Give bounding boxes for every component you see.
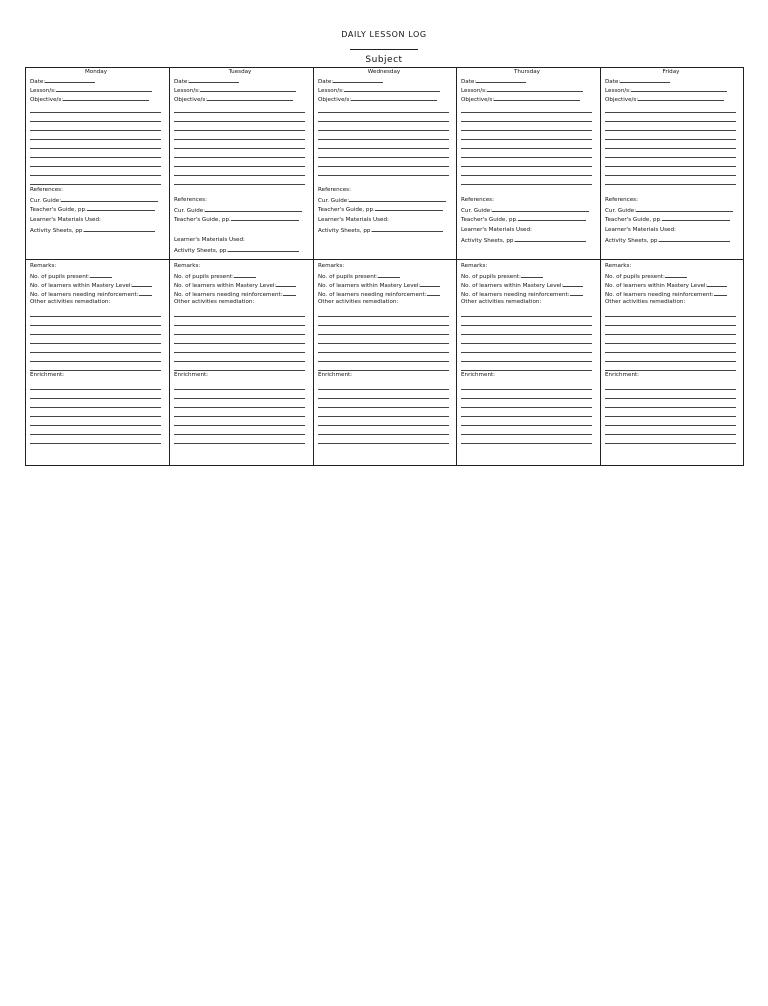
remediation-label [461,298,541,307]
writing-rule [461,184,592,185]
writing-rule [318,443,449,444]
mastery-level-field-label: No. of learners within Mastery Level: [174,283,277,289]
day-column [314,68,454,465]
mastery-level-field-label: No. of learners within Mastery Level: [318,283,421,289]
writing-rule [605,443,736,444]
references-label-label: References: [30,187,63,193]
writing-rule [461,175,592,176]
writing-rule [605,130,736,131]
teachers-guide-field-label: Teacher's Guide, pp. [30,207,87,213]
activity-sheets-field [30,225,155,236]
writing-rule [605,112,736,113]
day-column [601,68,741,465]
learners-materials-label-label: Learner's Materials Used: [30,217,101,223]
objective-field-label: Objective/s: [174,97,208,103]
mastery-level-field-blank [276,280,296,287]
teachers-guide-field-blank [375,204,443,211]
activity-sheets-field [461,235,586,246]
writing-rule [174,121,305,122]
writing-rule [461,148,592,149]
pupils-present-field-label: No. of pupils present: [605,274,665,280]
remediation-label-label: Other activities remediation: [461,299,542,305]
blank-underline [350,49,418,50]
writing-rule [318,416,449,417]
pupils-present-field-label: No. of pupils present: [174,274,234,280]
writing-rule [30,139,161,140]
learners-materials-label [605,226,676,235]
activity-sheets-field-blank [372,225,443,232]
writing-rule [605,334,736,335]
writing-rule [605,407,736,408]
remarks-label [30,262,56,271]
writing-rule [318,157,449,158]
teachers-guide-field-label: Teacher's Guide, pp. [174,217,231,223]
writing-rule [174,175,305,176]
references-label [605,196,638,205]
remarks-label-label: Remarks: [605,263,632,269]
writing-rule [30,112,161,113]
remarks-label [461,262,487,271]
writing-rule [174,130,305,131]
reinforcement-field-blank [427,289,440,296]
reinforcement-field-blank [714,289,727,296]
activity-sheets-field-label: Activity Sheets, pp. [605,238,660,244]
writing-rule [318,325,449,326]
writing-rule [30,148,161,149]
writing-rule [318,343,449,344]
writing-rule [605,425,736,426]
mastery-level-field-label: No. of learners within Mastery Level: [605,283,708,289]
writing-rule [461,112,592,113]
reinforcement-field-label: No. of learners needing reinforcement: [30,292,139,298]
enrichment-label-label: Enrichment: [174,372,209,378]
references-label-label: References: [605,197,638,203]
teachers-guide-field-blank [87,204,155,211]
lesson-field-label: Lesson/s: [30,88,56,94]
references-label [174,196,207,205]
date-field-label: Date: [461,79,477,85]
writing-rule [605,343,736,344]
subject-label: Subject [365,55,403,65]
lesson-field-label: Lesson/s: [461,88,487,94]
cur-guide-field-blank [349,195,446,202]
writing-rule [30,398,161,399]
writing-rule [174,352,305,353]
writing-rule [605,398,736,399]
pupils-present-field-label: No. of pupils present: [318,274,378,280]
writing-rule [318,166,449,167]
document-title: DAILY LESSON LOG [341,30,427,39]
writing-rule [605,148,736,149]
objective-field-blank [494,94,580,101]
writing-rule [30,175,161,176]
activity-sheets-field-label: Activity Sheets, pp. [174,248,229,254]
day-column [26,68,166,465]
day-header: Monday [84,69,108,75]
writing-rule [174,416,305,417]
cur-guide-field-blank [492,205,589,212]
learners-materials-label-label: Learner's Materials Used: [461,227,532,233]
writing-rule [318,316,449,317]
remarks-label [605,262,631,271]
writing-rule [30,352,161,353]
teachers-guide-field-label: Teacher's Guide, pp. [461,217,518,223]
cur-guide-field-label: Cur. Guide: [318,198,350,204]
writing-rule [605,361,736,362]
writing-rule [174,343,305,344]
cur-guide-field-blank [61,195,158,202]
mastery-level-field-blank [707,280,727,287]
date-field-blank [333,76,383,83]
writing-rule [461,416,592,417]
pupils-present-field-blank [521,271,543,278]
writing-rule [318,434,449,435]
writing-rule [174,425,305,426]
writing-rule [174,148,305,149]
writing-rule [461,139,592,140]
objective-field-blank [207,94,293,101]
teachers-guide-field-blank [518,214,586,221]
cur-guide-field-label: Cur. Guide: [461,208,493,214]
writing-rule [174,389,305,390]
writing-rule [318,112,449,113]
pupils-present-field-label: No. of pupils present: [461,274,521,280]
writing-rule [30,184,161,185]
mastery-level-field-label: No. of learners within Mastery Level: [30,283,133,289]
remediation-label [30,298,110,307]
lesson-field-blank [344,85,440,92]
enrichment-label [30,371,64,380]
reinforcement-field-label: No. of learners needing reinforcement: [461,292,570,298]
writing-rule [30,325,161,326]
writing-rule [318,361,449,362]
writing-rule [174,166,305,167]
date-field-blank [189,76,239,83]
lesson-log-table [25,67,744,466]
writing-rule [605,352,736,353]
references-label [318,186,351,195]
teachers-guide-field [461,214,586,225]
pupils-present-field-blank [665,271,687,278]
enrichment-label-label: Enrichment: [318,372,353,378]
writing-rule [174,325,305,326]
writing-rule [30,425,161,426]
learners-materials-label [318,216,389,225]
references-label [30,186,63,195]
writing-rule [318,425,449,426]
reinforcement-field-blank [570,289,583,296]
objective-field-label: Objective/s: [605,97,639,103]
writing-rule [461,434,592,435]
activity-sheets-field-blank [659,235,730,242]
remediation-label-label: Other activities remediation: [318,299,399,305]
date-field-label: Date: [605,79,621,85]
writing-rule [461,316,592,317]
activity-sheets-field-blank [228,245,299,252]
activity-sheets-field [318,225,443,236]
remediation-label [605,298,685,307]
writing-rule [461,121,592,122]
teachers-guide-field [605,214,730,225]
pupils-present-field-blank [234,271,256,278]
writing-rule [318,121,449,122]
day-header: Friday [662,69,680,75]
remarks-label [318,262,344,271]
enrichment-label [318,371,352,380]
mastery-level-field-blank [132,280,152,287]
learners-materials-label-label: Learner's Materials Used: [318,217,389,223]
cur-guide-field-label: Cur. Guide: [174,208,206,214]
reinforcement-field-blank [139,289,152,296]
writing-rule [605,389,736,390]
lesson-field-blank [56,85,152,92]
writing-rule [461,425,592,426]
activity-sheets-field-blank [515,235,586,242]
writing-rule [174,139,305,140]
lesson-field-label: Lesson/s: [174,88,200,94]
writing-rule [174,434,305,435]
writing-rule [605,157,736,158]
pupils-present-field-label: No. of pupils present: [30,274,90,280]
reinforcement-field-blank [283,289,296,296]
writing-rule [30,166,161,167]
teachers-guide-field [318,204,443,215]
writing-rule [461,361,592,362]
teachers-guide-field-blank [231,214,299,221]
writing-rule [605,416,736,417]
writing-rule [605,316,736,317]
writing-rule [605,434,736,435]
writing-rule [605,121,736,122]
writing-rule [605,166,736,167]
activity-sheets-field [174,245,299,256]
remediation-label [318,298,398,307]
teachers-guide-field-blank [662,214,730,221]
date-field-label: Date: [30,79,46,85]
remarks-label-label: Remarks: [318,263,345,269]
writing-rule [318,352,449,353]
writing-rule [174,112,305,113]
writing-rule [174,361,305,362]
day-column [457,68,597,465]
reinforcement-field-label: No. of learners needing reinforcement: [174,292,283,298]
writing-rule [30,334,161,335]
objective-field-label: Objective/s: [318,97,352,103]
activity-sheets-field [605,235,730,246]
writing-rule [461,389,592,390]
writing-rule [461,443,592,444]
writing-rule [461,343,592,344]
remediation-label-label: Other activities remediation: [30,299,111,305]
activity-sheets-field-blank [84,225,155,232]
mastery-level-field-blank [420,280,440,287]
teachers-guide-field-label: Teacher's Guide, pp. [318,207,375,213]
references-label [461,196,494,205]
writing-rule [461,398,592,399]
day-column [170,68,310,465]
remediation-label-label: Other activities remediation: [174,299,255,305]
lesson-field-label: Lesson/s: [605,88,631,94]
teachers-guide-field [174,214,299,225]
writing-rule [30,389,161,390]
cur-guide-field-label: Cur. Guide: [30,198,62,204]
writing-rule [174,443,305,444]
enrichment-label-label: Enrichment: [30,372,65,378]
teachers-guide-field [30,204,155,215]
learners-materials-label [30,216,101,225]
writing-rule [30,157,161,158]
activity-sheets-field-label: Activity Sheets, pp. [30,228,85,234]
pupils-present-field-blank [90,271,112,278]
writing-rule [30,434,161,435]
writing-rule [318,407,449,408]
writing-rule [30,121,161,122]
enrichment-label [605,371,639,380]
mastery-level-field-label: No. of learners within Mastery Level: [461,283,564,289]
date-field-blank [620,76,670,83]
writing-rule [461,325,592,326]
enrichment-label-label: Enrichment: [461,372,496,378]
cur-guide-field-blank [636,205,733,212]
lesson-field-label: Lesson/s: [318,88,344,94]
writing-rule [174,334,305,335]
writing-rule [30,361,161,362]
pupils-present-field-blank [378,271,400,278]
enrichment-label [461,371,495,380]
remediation-label-label: Other activities remediation: [605,299,686,305]
lesson-field-blank [200,85,296,92]
date-field-blank [45,76,95,83]
references-label-label: References: [174,197,207,203]
writing-rule [605,139,736,140]
lesson-field-blank [631,85,727,92]
writing-rule [30,407,161,408]
writing-rule [30,343,161,344]
learners-materials-label [461,226,532,235]
writing-rule [174,398,305,399]
references-label-label: References: [461,197,494,203]
learners-materials-label [174,236,245,245]
objective-field [318,94,437,105]
date-field-label: Date: [174,79,190,85]
activity-sheets-field-label: Activity Sheets, pp. [461,238,516,244]
objective-field [605,94,724,105]
writing-rule [461,352,592,353]
enrichment-label-label: Enrichment: [605,372,640,378]
objective-field-blank [638,94,724,101]
writing-rule [30,316,161,317]
writing-rule [605,325,736,326]
objective-field-label: Objective/s: [30,97,64,103]
references-label-label: References: [318,187,351,193]
remediation-label [174,298,254,307]
learners-materials-label-label: Learner's Materials Used: [174,237,245,243]
date-field-label: Date: [318,79,334,85]
activity-sheets-field-label: Activity Sheets, pp. [318,228,373,234]
writing-rule [318,139,449,140]
writing-rule [318,389,449,390]
objective-field-label: Objective/s: [461,97,495,103]
objective-field [461,94,580,105]
mastery-level-field-blank [563,280,583,287]
objective-field-blank [351,94,437,101]
remarks-label [174,262,200,271]
writing-rule [30,443,161,444]
day-header: Thursday [513,69,540,75]
enrichment-label [174,371,208,380]
lesson-field-blank [487,85,583,92]
reinforcement-field-label: No. of learners needing reinforcement: [605,292,714,298]
writing-rule [461,334,592,335]
remarks-label-label: Remarks: [461,263,488,269]
day-header: Tuesday [228,69,252,75]
reinforcement-field-label: No. of learners needing reinforcement: [318,292,427,298]
learners-materials-label-label: Learner's Materials Used: [605,227,676,233]
date-field-blank [476,76,526,83]
writing-rule [461,130,592,131]
writing-rule [461,157,592,158]
writing-rule [30,416,161,417]
remarks-label-label: Remarks: [30,263,57,269]
objective-field [30,94,149,105]
remarks-label-label: Remarks: [174,263,201,269]
writing-rule [605,184,736,185]
writing-rule [461,166,592,167]
writing-rule [174,316,305,317]
writing-rule [318,130,449,131]
writing-rule [30,130,161,131]
teachers-guide-field-label: Teacher's Guide, pp. [605,217,662,223]
cur-guide-field-blank [205,205,302,212]
writing-rule [174,157,305,158]
day-header: Wednesday [367,69,401,75]
writing-rule [174,407,305,408]
objective-field-blank [63,94,149,101]
writing-rule [461,407,592,408]
writing-rule [318,398,449,399]
writing-rule [318,334,449,335]
objective-field [174,94,293,105]
writing-rule [174,184,305,185]
cur-guide-field-label: Cur. Guide: [605,208,637,214]
writing-rule [318,148,449,149]
writing-rule [318,175,449,176]
writing-rule [605,175,736,176]
